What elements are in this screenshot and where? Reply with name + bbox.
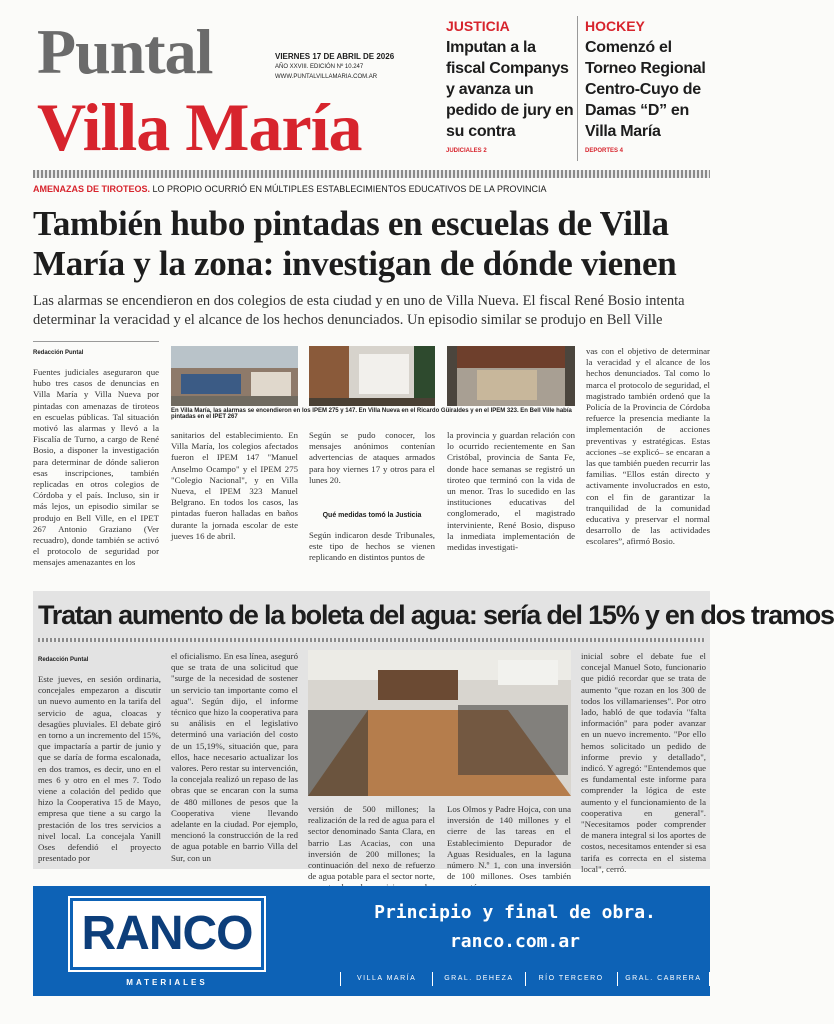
lead-column-5: vas con el objetivo de determinar la veracidad y el alcance de los hechos denunciados. Tal como lo marca el protocolo de seguridad, el magistrado también ordenó que la Policía de la Provincia de Córdoba refuerce la presencia mediante la implementación de acciones preventivas y estratégicas. Estas acciones –se explicó– se encaran a las que también pueden recurrir las familias. “Ellos están directo y activamente involucrados en esto, con el fin de garantizar la tranquilidad de la comunidad educativa y preservar el normal desarrollo de las actividades escolares”, afirmó Bosio. (586, 346, 710, 547)
lead-column-1: Fuentes judiciales aseguraron que hubo tres casos de denuncias en Villa María y Villa Nueva por pintadas con amenazas de tiroteos en escuelas públicas. Tal situación motivó las alarmas y llevó a la Fiscalía de Turno, a cargo de René Bosio, a disponer la investigación para determinar de dónde salieron esas inscripciones, también replicadas en otros colegios de Córdoba y el país. Incluso, sin ir más lejos, un episodio similar se produjo en Bell Ville, en el IPET 267 Antonio Graziano (Ver recuadro), donde también se activó el protocolo de seguridad por mensajes amenazantes en los (33, 367, 159, 568)
teaser-page-ref: JUDICIALES 2 (446, 148, 487, 154)
water-column-5: inicial sobre el debate fue el concejal Manuel Soto, funcionario que pidió recordar que se trata de aumento "que rozan en los 300 de todos los villamarienses". Por otro lado, habló de que todavía "falta información" para poder avanzar en un nuevo incremento. "Por ello hemos solicitado un pedido de informe previo y detallado", indicó. Y agregó: "Entendemos que es fundamental este informe para comprender la lógica de este aumento y el funcionamiento de la cooperativa en general". "Necesitamos poder comprender de manera integral si los aportes de costos, necesitamos entender si esa tarifa es correcta en el sistema local", cerró. (581, 651, 706, 874)
teaser-section: HOCKEY (585, 18, 645, 34)
masthead-rule (33, 170, 710, 178)
water-headline[interactable]: Tratan aumento de la boleta del agua: sería del 15% y en dos tramos (38, 600, 834, 630)
school-photo-1 (171, 346, 298, 406)
city-label: VILLA MARÍA (340, 972, 432, 986)
kicker-text: LO PROPIO OCURRIÓ EN MÚLTIPLES ESTABLECIMIENTOS EDUCATIVOS DE LA PROVINCIA (152, 184, 547, 194)
lead-column-2: sanitarios del establecimiento. En Villa María, los colegios afectados fueron el IPEM 147 "Manuel Anselmo Ocampo" y el IPEM 275 "Colegio Nacional", y en Villa Nueva, el IPEM 323 Manuel Belgrano. En todos los casos, las pintadas fueron halladas en baños durante la jornada escolar de este jueves 16 de abril. (171, 430, 298, 541)
city-label: GRAL. CABRERA (617, 972, 710, 986)
divider (33, 341, 159, 342)
teaser-headline: Imputan a la fiscal Companys y avanza un pedido de jury en su contra (446, 39, 574, 140)
lead-headline[interactable]: También hubo pintadas en escuelas de Villa María y la zona: investigan de dónde vienen (33, 204, 677, 283)
school-photo-3 (447, 346, 575, 406)
water-column-4: Los Olmos y Padre Hojca, con una inversión de 140 millones y el cierre de las tareas en el Establecimiento Depurador de Aguas Residuales, en la laguna número N.º 1, con una inversión de 100 millones. Oses también (447, 804, 571, 882)
issue-edition: AÑO XXVIII. EDICIÓN Nº 10.247 (275, 64, 364, 70)
logo-puntal: Puntal (37, 16, 213, 87)
water-byline: Redacción Puntal (38, 657, 89, 663)
lead-column-4: la provincia y guardan relación con lo ocurrido recientemente en San Cristóbal, provincia de Santa Fe, donde hace semanas se registró un tiroteo que terminó con la vida de un menor. Tras lo sucedido en las instituciones educativas del conglomerado, el magistrado interviniente, René Bosio, dispuso la inmediata implementación de medidas investigati- (447, 430, 575, 553)
photo-caption: En Villa María, las alarmas se encendieron en los IPEM 275 y 147. En Villa Nueva en el Ricardo Güiraldes y en el IPEM 323. En Bell Ville había pintadas en el IPET 267 (171, 408, 572, 420)
dateline (275, 52, 394, 82)
ad-cities (340, 972, 710, 986)
ad-website[interactable]: ranco.com.ar (449, 931, 581, 952)
water-column-3: versión de 500 millones; la realización de la red de agua para el sector denominado Santa Clara, en barrio Las Acacias, con una inversión de 200 millones; la continuación del nexo de refuerzo de agua potable para el sector norte, (308, 804, 435, 882)
lead-subhead: Qué medidas tomó la Justicia (322, 512, 422, 519)
teaser-hockey[interactable] (585, 18, 710, 154)
lead-column-3: Según se pudo conocer, los mensajes anónimos contenían advertencias de ataques armados para hoy viernes 17 y otros para el lunes 20. (309, 430, 435, 485)
school-photo-2 (309, 346, 435, 406)
lead-kicker (33, 184, 546, 194)
lead-deck: Las alarmas se encendieron en dos colegios de esta ciudad y en uno de Villa Nueva. El fiscal René Bosio intenta determinar la veracidad y el alcance de los hechos denunciados. Un episodio similar se produjo en Bell Ville (33, 293, 685, 328)
ranco-materiales: MATERIALES (126, 978, 208, 987)
teaser-headline: Comenzó el Torneo Regional Centro-Cuyo de Damas “D” en Villa María (585, 39, 706, 140)
issue-date: VIERNES 17 DE ABRIL DE 2026 (275, 52, 395, 61)
lead-byline: Redacción Puntal (33, 350, 84, 356)
kicker-label: AMENAZAS DE TIROTEOS. (33, 184, 151, 194)
teaser-justicia[interactable] (446, 18, 574, 154)
website-url: WWW.PUNTALVILLAMARIA.COM.AR (275, 74, 378, 80)
column-divider (577, 16, 578, 161)
water-column-2: el oficialismo. En esa línea, aseguró que se trata de una solicitud que "surge de la necesidad de sostener un servicio tan importante como el agua". Según dijo, el informe técnico que hizo la cooperativa para su análisis en el legislativo determinó una variación del costo de un 15,19%, situación que, para ellos, hace necesario actualizar los valores. Pero restar su intervención, la concejala realizó un repaso de las obras que se encaran con la suma de 480 millones de pesos que la Cooperativa viene llevando adelante en la ciudad. Por ejemplo, mencionó la construcción de la red de agua potable en barrio Villa del Sur, con un (171, 651, 298, 863)
ranco-logo: RANCO (81, 907, 253, 960)
city-label: GRAL. DEHEZA (432, 972, 524, 986)
ad-slogan: Principio y final de obra. (374, 902, 656, 923)
teaser-page-ref: DEPORTES 4 (585, 148, 624, 154)
lead-column-3b: Según indicaron desde Tribunales, este tipo de hechos se vienen replicando en distintos puntos de (309, 530, 435, 563)
logo-villa-maria: Villa María (37, 89, 362, 165)
city-label: RÍO TERCERO (525, 972, 617, 986)
water-column-1: Este jueves, en sesión ordinaria, concejales empezaron a discutir un nuevo aumento en la tarifa del servicio de agua, cloacas y desagües pluviales. El debate giró en torno a un incremento del 15%, que impactaría a partir de junio y que se daría de forma escalonada, en dos tramos, es decir, uno en el mes 6 y otro en el mes 7. Todo viene a colación del pedido que hizo la Cooperativa 15 de Mayo, empresa que tiene a su cargo la prestación de los tres servicios a nivel local. La concejala Yanill Oses defendió el proyecto presentado por (38, 674, 161, 864)
water-rule (38, 638, 705, 642)
teaser-section: JUSTICIA (446, 18, 510, 34)
council-session-photo (308, 650, 571, 796)
